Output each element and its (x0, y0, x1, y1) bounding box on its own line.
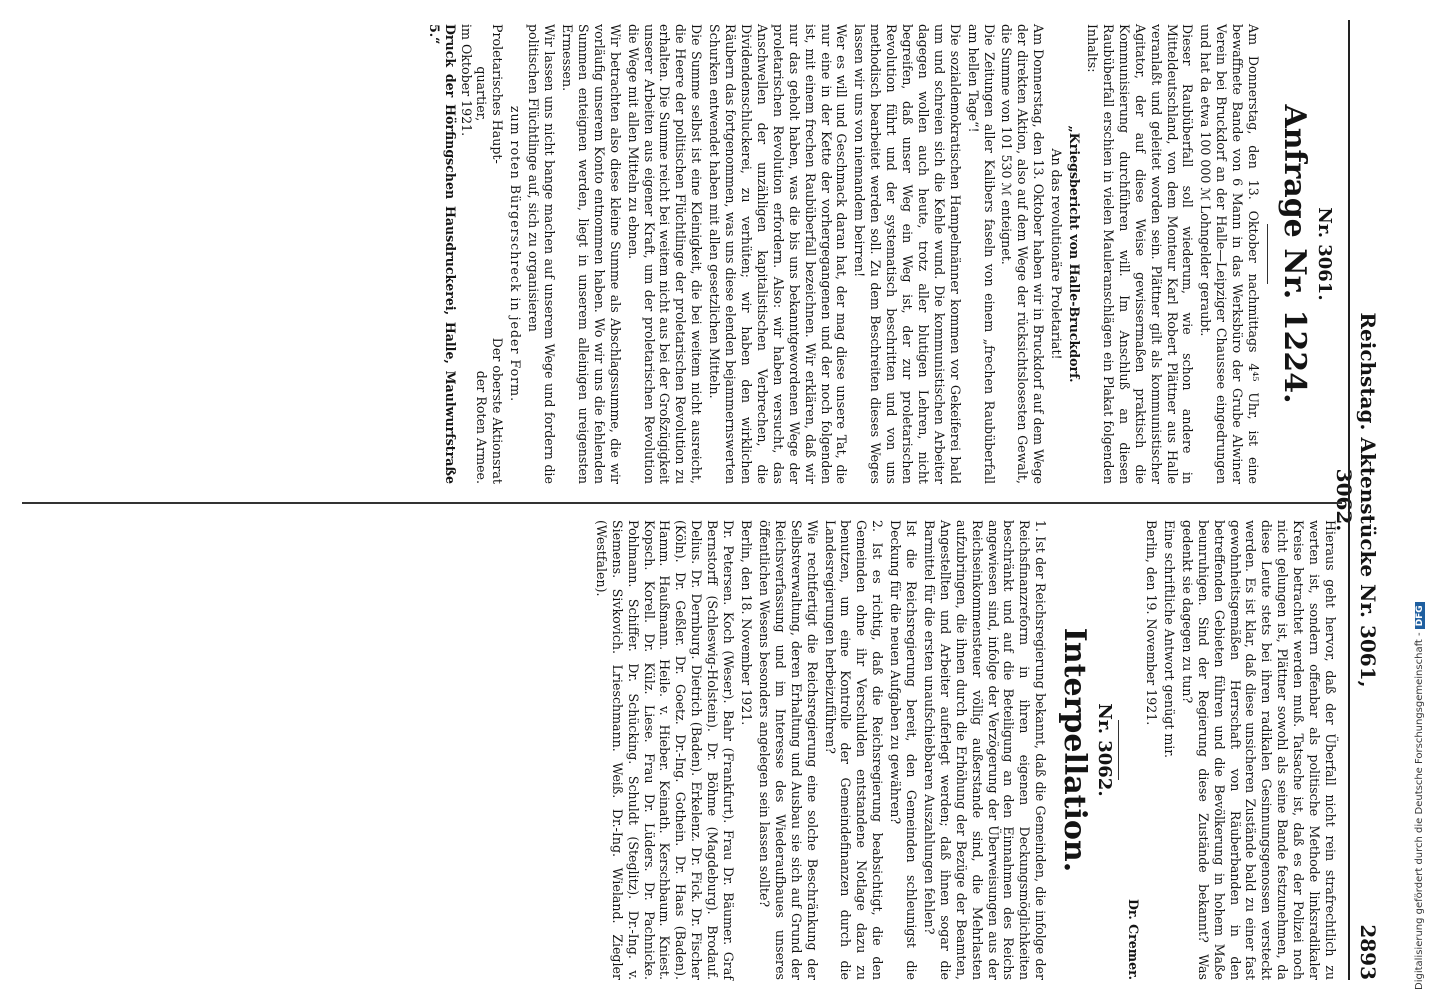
date-line: Berlin, den 19. November 1921. (1144, 520, 1160, 726)
question: 2. Ist es richtig, daß die Reichsregierung beabsichtigt, die den Gemeinden ohne ihr Verschulden entstandene Notlage dazu zu benutzen, um eine Kontrolle der Gemeindefinanzen durch die Landesregierungen herbeizuführen? (822, 520, 886, 980)
poster-title: „Kriegsbericht von Halle-Bruckdorf. (1067, 125, 1083, 383)
document-number: Nr. 3062. (1094, 703, 1116, 797)
signature-line: Der oberste Aktionsrat (490, 337, 506, 484)
page-number: 2893 (1356, 924, 1380, 980)
question: 1. Ist der Reichsregierung bekannt, daß die Gemeinden, die infolge der Reichsfinanzreform in ihren eigenen Deckungsmöglichkeiten beschränkt und auf die Beteiligung an den Einnahmen des Reichs angewiesen sind, infolge der Verzögerung der Überweisungen aus der Reichseinkommensteuer völlig außerstande sind, die Mehrlasten aufzubringen, die ihnen durch die Erhöhung der Bezüge der Beamten, Angestellten und Arbeiter auferlegt werden; daß ihnen sogar die Barmittel für die ersten unaufschiebbaren Auszahlungen fehlen? (921, 520, 1049, 980)
dfg-credit-text: Digitalisierung gefördert durch die Deutsche Forschungsgemeinschaft - (1414, 632, 1425, 990)
date-line: Berlin, den 18. November 1921. (739, 520, 754, 726)
dfg-logo: DFG (1415, 602, 1425, 629)
poster-paragraph: Die Zeitungen aller Kalibers faseln von einem „frechen Raubüberfall am hellen Tage“! (965, 24, 997, 484)
poster-signature-right (458, 338, 506, 484)
document-number: Nr. 3061. (1314, 207, 1335, 301)
paragraph: Dieser Raubüberfall soll wiederum, wie schon andere in Mitteldeutschland, von dem Monteur Karl Robert Plättner aus Halle veranlaßt und geleitet worden sein. Plättner gilt als kommunistischer Agitator, der auf diese Weise gewissermaßen praktisch die Kommunisierung durchführen will. Im Anschluß an diesen Raubüberfall erschien in vielen Mauleranschlägen ein Plakat folgenden Inhalts: (1085, 24, 1196, 484)
signature-line: im Oktober 1921. (458, 24, 474, 137)
imprint: Druck der Hörfingschen Hausdruckerei, Halle, Maulwurfstraße 5.“ (426, 24, 458, 484)
paragraph: Am Donnerstag, den 13. Oktober nachmittags 4⁴⁵ Uhr, ist eine bewaffnete Bande von 6 Mann in das Werksbüro der Grube Alwiner Verein bei Bruckdorf an der Halle—Leipziger Chaussee eingedrungen und hat da etwa 100 000 ℳ Lohngelder geraubt. (1198, 24, 1262, 484)
poster-motto: zum roten Bürgerschreck in jeder Form. (508, 105, 524, 403)
poster-signature-left (458, 24, 506, 164)
question: Ist die Reichsregierung bereit, den Gemeinden schleunigst die Deckung für die neuen Aufgaben zu gewähren? (888, 520, 920, 980)
signature-line: der Roten Armee. (474, 370, 490, 484)
poster-signature-block (458, 24, 506, 484)
poster-paragraph: Wer es will und Geschmack daran hat, der mag diese unsere Tat, die nur eine in der Kette der vorhergegangenen und der noch folgenden ist, mit einem frechen Raubüberfall bezeichnen. Wir erklären, daß wir nur das geholt haben, was die bis uns bekanntgewordenen Wege der proletarischen Revolution erfordern. Also: wir haben versucht, das Anschwellen der unzähligen kapitalistischen Verbrechen, die Dividendenschluckerei, zu verhüten; wir haben den wirklichen Räubern das fortgenommen, was uns diese elenden bejammernswerten Schurken entwendet haben mit allen gesetzlichen Mitteln. (707, 24, 850, 484)
poster-paragraph: Am Donnerstag, den 13. Oktober haben wir in Bruckdorf auf dem Wege der direkten Aktion, also auf dem Wege der rücksichtslosesten Gewalt, die Summe von 101 530 ℳ enteignet. (999, 24, 1047, 484)
document-title: Interpellation. (1057, 627, 1093, 873)
paragraph: Eine schriftliche Antwort genügt mir. (1161, 520, 1177, 759)
poster-paragraph: Die sozialdemokratischen Hampelmänner kommen vor Gekeiferei bald um und schreien sich die Kehle wund. Die kommunistischen Arbeiter dagegen wollen auch heute, trotz aller blutigen Lehren, nicht begreifen, daß unser Weg ein Weg ist, der zur proletarischen Revolution führt und der systematisch beschritten und von uns methodisch bearbeitet werden soll. Zu dem Beschreiten dieses Weges lassen wir uns von niemandem beirren! (852, 24, 963, 484)
poster-salutation: An das revolutionäre Proletariat! (1049, 148, 1065, 360)
running-header: Reichstag. Aktenstücke Nr. 3061, 3062. (1332, 312, 1380, 688)
document-title: Anfrage Nr. 1224. (1277, 104, 1313, 404)
question: Wie rechtfertigt die Reichsregierung eine solche Beschränkung der Selbstverwaltung, deren Erhaltung und Ausbau sie sich auf Grund der Reichsverfassung und im Interesse des Wiederaufbaues unseres öffentlichen Wesens besonders angelegen sein lassen sollte? (756, 520, 820, 980)
title-rule (1267, 224, 1268, 284)
paragraph: Hieraus geht hervor, daß der Überfall nicht rein strafrechtlich zu werten ist, sondern offenbar als politische Methode linksradikaler Kreise betrachtet werden muß. Tatsache ist, daß es der Polizei noch nicht gelungen ist, Plättner sowohl als seine Bande festzunehmen, da diese Leute stets bei ihren radikalen Gesinnungsgenossen versteckt werden. Es ist klar, daß diese unsicheren Zustände bald zu einer fast gewohnheitsgemäßen Herrschaft von Räuberbanden in den betreffenden Gebieten führen und die Bevölkerung in hohem Maße beunruhigen. Sind der Regierung diese Zustände bekannt? Was gedenkt sie dagegen zu tun? (1179, 520, 1338, 980)
poster-paragraph: Die Summe selbst ist eine Kleinigkeit, die bei weitem nicht ausreicht, die Heere der politischen Flüchtlinge der proletarischen Revolution zu erhalten. Die Summe reicht bei weitem nicht aus bei der Großzügigkeit unserer Arbeiten aus eigener Kraft, um der proletarischen Revolution die Wege mit allen Mitteln zu ebnen. (625, 24, 705, 484)
poster-paragraph: Wir lassen uns nicht bange machen auf unserem Wege und fordern die politischen Flüchtlinge auf, sich zu organisieren (526, 24, 558, 484)
signature: Dr. Cremer. (1126, 898, 1142, 980)
column-divider (22, 502, 1342, 504)
signature-line: Proletarisches Haupt- (490, 24, 506, 164)
signatories-list: Dr. Petersen. Koch (Weser). Bahr (Frankfurt). Frau Dr. Bäumer. Graf Bernstorff (Schleswig-Holstein). Dr. Böhme (Magdeburg). Brodauf. Delius. Dr. Dernburg. Dietrich (Baden). Erkelenz. Dr. Fick. Dr. Fischer (Köln). Dr. Geßler. Dr. Goetz. Dr.-Ing. Gothein. Dr. Haas (Baden). Hamm. Haußmann. Heile. v. Hieber. Keinath. Kerschbaum. Kniest. Kopsch. Korell. Dr. Külz. Liese. Frau Dr. Lüders. Dr. Pachnicke. Pohlmann. Schiffer. Dr. Schücking. Schuldt (Steglitz). Dr.-Ing. v. Siemens. Sivkovich. Lrieschmann. Weiß. Dr.-Ing. Wieland. Ziegler (Westfalen). (593, 520, 737, 980)
poster-paragraph: Wir betrachten also diese kleine Summe als Abschlagssumme, die wir vorläufig unserem Konto entnommen haben. Wo wir uns die fehlenden Summen enteignen werden, liegt in unserem alleinigen ureigensten Ermessen. (560, 24, 623, 484)
section-rule (1118, 720, 1119, 780)
left-column (424, 24, 1338, 484)
header-rule (1348, 20, 1350, 980)
right-column (591, 520, 1338, 980)
dfg-credit-line (1414, 0, 1434, 990)
signature-line: quartier, (474, 66, 490, 122)
